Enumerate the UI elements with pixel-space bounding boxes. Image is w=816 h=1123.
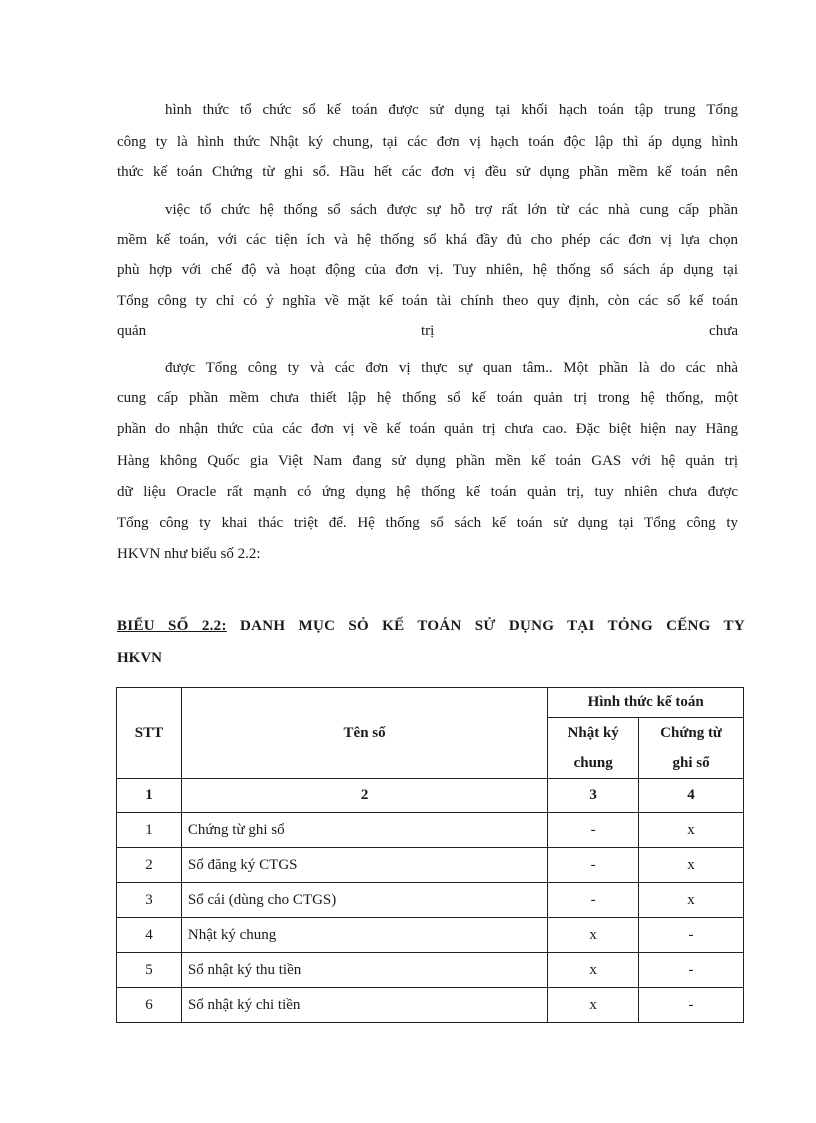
row-name: Sổ đăng ký CTGS: [181, 848, 547, 883]
table-title-label: BIỂU SỐ 2.2:: [117, 618, 227, 634]
column-number-row: [117, 779, 744, 813]
row-stt: 2: [117, 848, 182, 883]
header-ctgs-line2: ghi sổ: [672, 755, 710, 771]
paragraph-line: công ty là hình thức Nhật ký chung, tại các đơn vị hạch toán độc lập thì áp dụng hình: [117, 134, 738, 150]
paragraph-line: phần do nhận thức của các đơn vị về kế toán quản trị chưa cao. Đặc biệt hiện nay Hãng: [117, 421, 738, 437]
header-nhat-ky-chung: [548, 718, 639, 779]
paragraph-line: được Tổng công ty và các đơn vị thực sự quan tâm.. Một phần là do các nhà: [165, 360, 738, 376]
ledger-table: [116, 687, 744, 1023]
table-title-line2: HKVN: [117, 650, 162, 666]
paragraph-line: Tổng công ty khai thác triệt để. Hệ thống sổ sách kế toán sử dụng tại Tổng công ty: [117, 515, 738, 531]
row-nkc: -: [548, 813, 639, 848]
row-ctgs: -: [639, 988, 744, 1023]
header-ctgs-line1: Chứng từ: [660, 725, 722, 741]
header-hinh-thuc: Hình thức kế toán: [548, 688, 744, 718]
header-nkc-line2: chung: [573, 755, 613, 771]
row-nkc: x: [548, 953, 639, 988]
row-stt: 5: [117, 953, 182, 988]
row-nkc: -: [548, 883, 639, 918]
row-name: Chứng từ ghi sổ: [181, 813, 547, 848]
table-row: [117, 918, 744, 953]
paragraph-line: dữ liệu Oracle rất mạnh có ứng dụng hệ thống kế toán quản trị, tuy nhiên chưa được: [117, 484, 738, 500]
paragraph-line: cung cấp phần mềm chưa thiết lập hệ thống sổ kế toán quản trị trong hệ thống, một: [117, 390, 738, 406]
row-name: Sổ cái (dùng cho CTGS): [181, 883, 547, 918]
header-stt: STT: [117, 688, 182, 779]
paragraph-line: hình thức tổ chức sổ kế toán được sử dụng tại khối hạch toán tập trung Tổng: [165, 102, 738, 118]
paragraph-line: HKVN như biểu số 2.2:: [117, 546, 261, 562]
table-row: [117, 953, 744, 988]
row-ctgs: -: [639, 918, 744, 953]
row-ctgs: -: [639, 953, 744, 988]
column-number: 4: [639, 779, 744, 813]
row-name: Sổ nhật ký chi tiền: [181, 988, 547, 1023]
table-title: [117, 616, 745, 636]
row-stt: 4: [117, 918, 182, 953]
table-title-text: DANH MỤC SỎ KẾ TOÁN SỬ DỤNG TẠI TỎNG CẾNG TY: [226, 618, 745, 634]
paragraph-line: mềm kế toán, với các tiện ích và hệ thống sổ khá đầy đủ cho phép các đơn vị lựa chọn: [117, 232, 738, 248]
row-ctgs: x: [639, 883, 744, 918]
paragraph-line: Hàng không Quốc gia Việt Nam đang sử dụng phần mền kế toán GAS với hệ quản trị: [117, 453, 738, 469]
table-row: [117, 883, 744, 918]
paragraph-line: quản trị chưa: [117, 323, 738, 339]
table-row: [117, 813, 744, 848]
row-stt: 6: [117, 988, 182, 1023]
header-chung-tu-ghi-so: [639, 718, 744, 779]
row-nkc: x: [548, 918, 639, 953]
header-ten-so: Tên sổ: [181, 688, 547, 779]
column-number: 1: [117, 779, 182, 813]
row-ctgs: x: [639, 813, 744, 848]
row-name: Sổ nhật ký thu tiền: [181, 953, 547, 988]
row-stt: 1: [117, 813, 182, 848]
column-number: 3: [548, 779, 639, 813]
row-nkc: x: [548, 988, 639, 1023]
paragraph-line: việc tổ chức hệ thống sổ sách được sự hỗ trợ rất lớn từ các nhà cung cấp phần: [165, 202, 738, 218]
header-nkc-line1: Nhật ký: [567, 725, 619, 741]
table-row: [117, 848, 744, 883]
row-nkc: -: [548, 848, 639, 883]
column-number: 2: [181, 779, 547, 813]
row-stt: 3: [117, 883, 182, 918]
row-ctgs: x: [639, 848, 744, 883]
paragraph-line: thức kế toán Chứng từ ghi sổ. Hầu hết các đơn vị đều sử dụng phần mềm kế toán nên: [117, 164, 738, 180]
paragraph-line: Tổng công ty chỉ có ý nghĩa về mặt kế toán tài chính theo quy định, còn các sổ kế toán: [117, 293, 738, 309]
paragraph-line: phù hợp với chế độ và hoạt động của đơn vị. Tuy nhiên, hệ thống sổ sách áp dụng tại: [117, 262, 738, 278]
row-name: Nhật ký chung: [181, 918, 547, 953]
table-row: [117, 988, 744, 1023]
